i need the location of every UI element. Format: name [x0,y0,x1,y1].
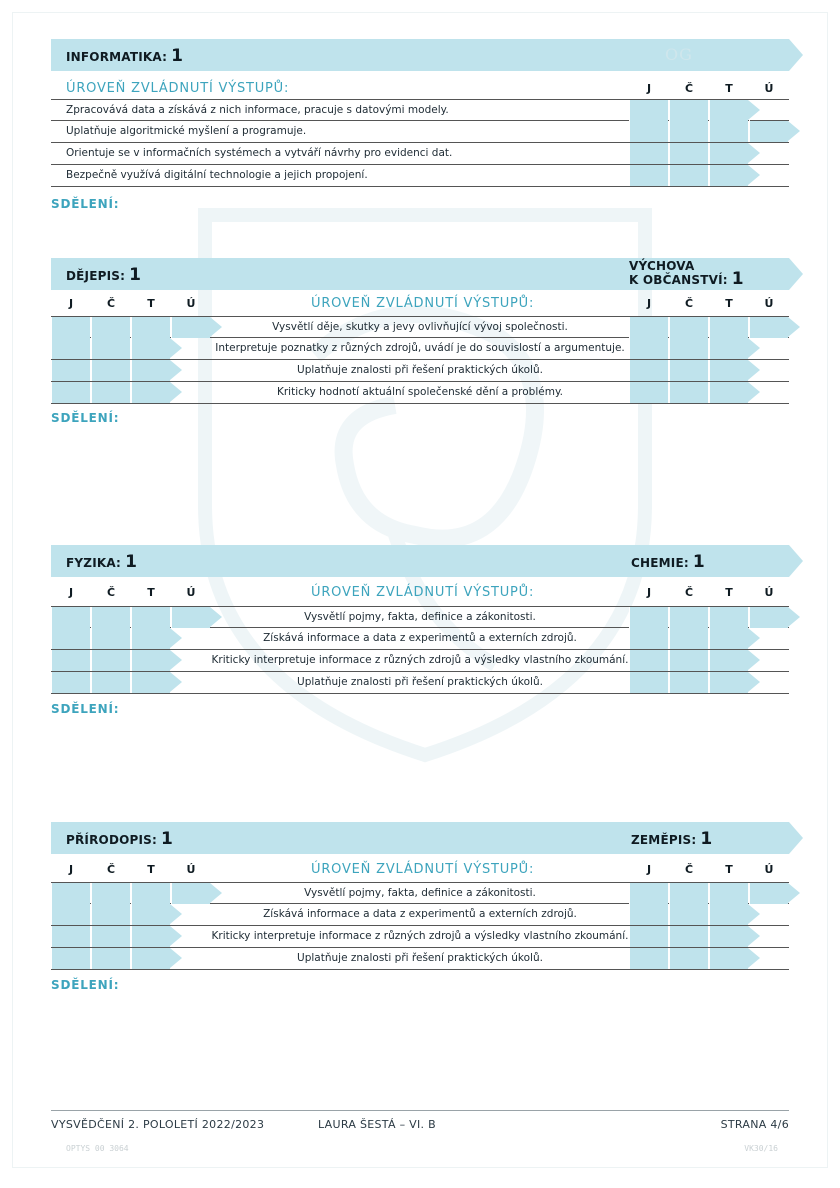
grade-level-cell [51,338,90,359]
footer-document-title: VYSVĚDČENÍ 2. POLOLETÍ 2022/2023 [51,1118,265,1131]
outcome-text: Vysvětlí pojmy, fakta, definice a zákonitosti. [304,611,536,623]
col-head-t: T [725,297,733,310]
grade-cells-right [629,100,789,121]
col-head-t: T [147,586,155,599]
col-head-u: Ú [186,863,196,876]
col-head-j: J [646,82,652,95]
grade-cells-left [51,672,211,693]
grade-level-cell [51,883,90,904]
col-head-c: Č [106,586,116,599]
grade-level-cell [629,360,668,381]
grade-level-cell [51,926,90,947]
outcome-row [51,165,789,187]
outcome-row [51,882,789,904]
grade-level-cell [91,628,130,649]
grade-level-cell [131,607,170,628]
message-label: SDĚLENÍ: [51,978,120,992]
grade-level-cell [629,650,668,671]
footer-page-number: STRANA 4/6 [720,1118,789,1131]
grade-level-cell [171,883,210,904]
grade-cells-left [51,382,211,403]
grade-cells-right [629,926,789,947]
outcomes-title: ÚROVEŇ ZVLÁDNUTÍ VÝSTUPŮ: [311,585,535,600]
col-head-j: J [646,297,652,310]
serial-number-left: OPTYS 00 3064 [66,1144,129,1153]
grade-cells-right [629,650,789,671]
grade-cells-right [629,338,789,359]
grade-cells-left [51,650,211,671]
grade-level-cell [131,360,170,381]
subject-grade: 1 [700,829,713,849]
grade-level-cell [91,883,130,904]
subject-grade: 1 [129,265,142,285]
grade-cells-right [629,904,789,925]
col-head-c: Č [106,863,116,876]
subject-label: CHEMIE: [631,556,689,570]
grade-cells-right [629,382,789,403]
outcome-text: Vysvětlí pojmy, fakta, definice a zákonitosti. [304,887,536,899]
col-head-j: J [646,863,652,876]
col-head-c: Č [684,297,694,310]
grade-level-cell [51,382,90,403]
grade-level-cell [629,165,668,186]
subject-informatika [66,46,183,66]
grade-level-cell [749,317,788,338]
outcome-row [51,926,789,948]
grade-level-cell [51,948,90,969]
grade-level-cell [629,382,668,403]
grade-cells-left [51,338,211,359]
grade-level-cell [669,360,708,381]
col-head-j: J [68,297,74,310]
outcome-row [51,360,789,382]
subject-label: INFORMATIKA: [66,50,168,64]
grade-level-cell [629,121,668,142]
grade-level-cell [91,948,130,969]
subject-grade: 1 [692,552,705,572]
outcome-text: Uplatňuje znalosti při řešení praktických úkolů. [297,952,543,964]
grade-level-cell [131,628,170,649]
grade-level-cell [709,904,748,925]
grade-level-cell [709,121,748,142]
subject-label: DĚJEPIS: [66,269,126,283]
grade-level-cell [51,650,90,671]
subject-grade: 1 [731,269,744,289]
grade-level-cell [91,382,130,403]
grade-cells-right [629,360,789,381]
grade-level-cell [131,948,170,969]
grade-level-cell [629,904,668,925]
grade-cells-left [51,948,211,969]
grade-level-cell [51,672,90,693]
grade-cells-left [51,317,211,338]
outcome-text: Orientuje se v informačních systémech a vytváří návrhy pro evidenci dat. [66,147,453,159]
grade-level-cell [629,338,668,359]
subject-dejepis [66,265,141,285]
grade-cells-left [51,926,211,947]
col-head-u: Ú [186,297,196,310]
serial-number-right: VK30/16 [744,1144,778,1153]
subject-obcanstvi [629,260,744,287]
outcome-row [51,606,789,628]
outcome-text: Kriticky interpretuje informace z různých zdrojů a výsledky vlastního zkoumání. [211,930,629,942]
grade-level-cell [91,607,130,628]
subject-prirodopis [66,829,173,849]
grade-cells-right [629,948,789,969]
grade-level-cell [749,121,788,142]
grade-cells-left [51,628,211,649]
subject-label: PŘÍRODOPIS: [66,833,158,847]
outcome-row [51,316,789,338]
grade-level-cell [171,607,210,628]
grade-cells-right [629,607,789,628]
outcome-text: Získává informace a data z experimentů a externích zdrojů. [263,632,577,644]
grade-cells-left [51,883,211,904]
grade-level-cell [709,607,748,628]
col-head-u: Ú [764,82,774,95]
grade-level-cell [709,650,748,671]
grade-level-cell [749,883,788,904]
grade-cells-left [51,360,211,381]
grade-level-cell [709,165,748,186]
og-watermark: OG [665,45,693,64]
outcome-text: Interpretuje poznatky z různých zdrojů, uvádí je do souvislostí a argumentuje. [215,342,625,354]
outcome-text: Kriticky interpretuje informace z různých zdrojů a výsledky vlastního zkoumání. [211,654,629,666]
grade-level-cell [629,100,668,121]
grade-level-cell [629,607,668,628]
section-informatika [51,39,789,219]
grade-level-cell [669,607,708,628]
grade-level-cell [131,338,170,359]
grade-level-cell [91,338,130,359]
grade-level-cell [669,121,708,142]
grade-level-cell [669,948,708,969]
subject-label-line1: VÝCHOVA [629,259,695,273]
grade-level-cell [629,883,668,904]
grade-level-cell [669,904,708,925]
outcomes-title: ÚROVEŇ ZVLÁDNUTÍ VÝSTUPŮ: [66,81,290,96]
subject-grade: 1 [161,829,174,849]
grade-level-cell [51,607,90,628]
grade-level-cell [669,926,708,947]
grade-level-cell [669,883,708,904]
grade-level-cell [709,382,748,403]
outcomes-title: ÚROVEŇ ZVLÁDNUTÍ VÝSTUPŮ: [311,296,535,311]
grade-level-cell [669,165,708,186]
outcome-text: Vysvětlí děje, skutky a jevy ovlivňující vývoj společnosti. [272,321,568,333]
grade-level-cell [629,948,668,969]
section-prirodopis [51,822,789,1002]
grade-level-cell [669,650,708,671]
outcome-row [51,99,789,121]
grade-cells-right [629,672,789,693]
grade-level-cell [629,628,668,649]
grade-level-cell [669,338,708,359]
grade-cells-left [51,904,211,925]
col-head-c: Č [684,82,694,95]
message-label: SDĚLENÍ: [51,411,120,425]
outcome-text: Kriticky hodnotí aktuální společenské dění a problémy. [276,386,564,398]
col-head-t: T [147,297,155,310]
grade-level-cell [669,672,708,693]
outcomes-title: ÚROVEŇ ZVLÁDNUTÍ VÝSTUPŮ: [311,862,535,877]
col-head-t: T [725,863,733,876]
grade-cells-right [629,143,789,164]
subject-fyzika [66,552,137,572]
grade-level-cell [131,672,170,693]
grade-level-cell [629,926,668,947]
outcome-row [51,650,789,672]
message-label: SDĚLENÍ: [51,197,120,211]
section-fyzika [51,545,789,725]
grade-level-cell [51,904,90,925]
grade-cells-left [51,607,211,628]
grade-cells-right [629,317,789,338]
outcome-row [51,672,789,694]
grade-level-cell [709,628,748,649]
outcome-row [51,904,789,926]
col-head-c: Č [684,586,694,599]
outcome-text: Získává informace a data z experimentů a externích zdrojů. [263,908,577,920]
col-head-t: T [147,863,155,876]
outcome-text: Uplatňuje znalosti při řešení praktických úkolů. [297,364,543,376]
col-head-j: J [68,863,74,876]
grade-level-cell [91,650,130,671]
grade-level-cell [91,904,130,925]
col-head-u: Ú [764,586,774,599]
grade-level-cell [131,382,170,403]
col-head-u: Ú [764,863,774,876]
subject-label-line2: K OBČANSTVÍ: [629,273,728,287]
grade-cells-right [629,121,789,142]
grade-level-cell [131,883,170,904]
grade-level-cell [709,143,748,164]
col-head-t: T [725,586,733,599]
subject-chemie [631,552,705,572]
col-head-j: J [646,586,652,599]
subject-label: FYZIKA: [66,556,122,570]
grade-level-cell [91,926,130,947]
grade-level-cell [51,628,90,649]
grade-level-cell [131,904,170,925]
col-head-c: Č [106,297,116,310]
grade-level-cell [131,650,170,671]
grade-level-cell [709,948,748,969]
col-head-c: Č [684,863,694,876]
grade-level-cell [669,143,708,164]
col-head-j: J [68,586,74,599]
outcome-row [51,143,789,165]
subject-grade: 1 [171,46,184,66]
grade-level-cell [629,317,668,338]
outcome-text: Bezpečně využívá digitální technologie a jejich propojení. [66,169,368,181]
grade-level-cell [171,317,210,338]
outcome-row [51,382,789,404]
grade-level-cell [91,360,130,381]
grade-level-cell [709,317,748,338]
grade-level-cell [749,607,788,628]
footer-divider [51,1110,789,1111]
grade-level-cell [709,100,748,121]
grade-level-cell [91,672,130,693]
col-head-u: Ú [186,586,196,599]
grade-level-cell [709,883,748,904]
outcome-text: Uplatňuje algoritmické myšlení a programuje. [66,125,307,137]
outcome-text: Uplatňuje znalosti při řešení praktických úkolů. [297,676,543,688]
outcome-row [51,121,789,143]
message-label: SDĚLENÍ: [51,702,120,716]
grade-cells-right [629,165,789,186]
col-head-u: Ú [764,297,774,310]
grade-cells-right [629,883,789,904]
grade-level-cell [669,100,708,121]
outcome-row [51,628,789,650]
grade-cells-right [629,628,789,649]
subject-label: ZEMĚPIS: [631,833,697,847]
grade-level-cell [131,317,170,338]
grade-level-cell [709,926,748,947]
grade-level-cell [669,317,708,338]
footer-student: LAURA ŠESTÁ – VI. B [318,1118,436,1131]
subject-zemepis [631,829,712,849]
subject-grade: 1 [125,552,138,572]
grade-level-cell [51,360,90,381]
grade-level-cell [669,382,708,403]
grade-level-cell [629,672,668,693]
grade-level-cell [669,628,708,649]
outcome-row [51,338,789,360]
outcome-row [51,948,789,970]
grade-level-cell [709,360,748,381]
grade-level-cell [709,672,748,693]
grade-level-cell [709,338,748,359]
col-head-t: T [725,82,733,95]
grade-level-cell [629,143,668,164]
outcome-text: Zpracovává data a získává z nich informace, pracuje s datovými modely. [66,104,449,116]
grade-level-cell [131,926,170,947]
section-dejepis [51,258,789,438]
grade-level-cell [91,317,130,338]
grade-level-cell [51,317,90,338]
